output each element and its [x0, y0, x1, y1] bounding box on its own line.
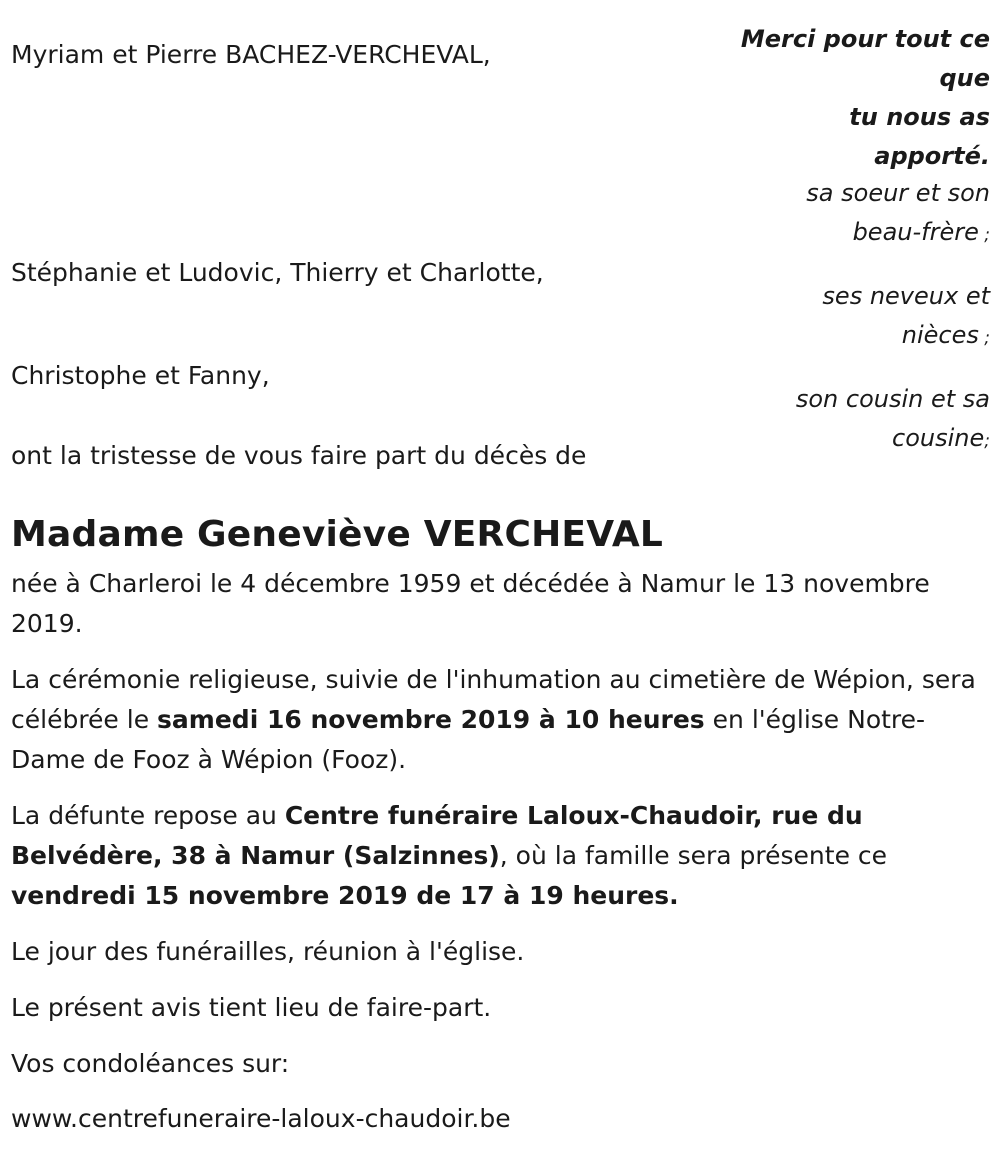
relation-line: sa soeur et son	[806, 179, 990, 207]
birth-death-dates: née à Charleroi le 4 décembre 1959 et décédée à Namur le 13 novembre 2019.	[11, 569, 930, 638]
relation-line: cousine;	[892, 424, 990, 452]
relation-sister-brother-in-law	[806, 174, 990, 255]
ceremony-paragraph: La cérémonie religieuse, suivie de l'inhumation au cimetière de Wépion, sera célébrée le samedi 16 novembre 2019 à 10 heures en l'église Notre-Dame de Fooz à Wépion (Fooz).	[11, 665, 976, 774]
relation-line: beau-frère ;	[852, 218, 990, 246]
condolences-label: Vos condoléances sur:	[11, 1049, 290, 1078]
visitation-datetime: vendredi 15 novembre 2019 de 17 à 19 heures.	[11, 881, 679, 910]
quote-line: apporté.	[874, 142, 990, 170]
gathering-note: Le jour des funérailles, réunion à l'église.	[11, 937, 525, 966]
funeral-home-address: Centre funéraire Laloux-Chaudoir, rue du Belvédère, 38 à Namur (Salzinnes)	[11, 801, 863, 870]
family-line-nephews-nieces: Stéphanie et Ludovic, Thierry et Charlotte,	[11, 258, 544, 287]
ceremony-datetime: samedi 16 novembre 2019 à 10 heures	[157, 705, 705, 734]
website-link[interactable]: www.centrefuneraire-laloux-chaudoir.be	[11, 1104, 511, 1133]
announcement-intro: ont la tristesse de vous faire part du décès de	[11, 441, 587, 470]
quote-line: Merci pour tout ce	[740, 25, 990, 53]
notice-note: Le présent avis tient lieu de faire-part.	[11, 993, 492, 1022]
condolences-website	[11, 1099, 996, 1139]
thanks-quote	[741, 20, 990, 176]
relation-line: nièces ;	[901, 321, 990, 349]
relation-line: son cousin et sa	[795, 385, 990, 413]
relation-nephews-nieces	[822, 277, 990, 358]
family-line-siblings: Myriam et Pierre BACHEZ-VERCHEVAL,	[11, 40, 491, 69]
quote-line: tu nous as	[849, 103, 990, 131]
family-line-cousins: Christophe et Fanny,	[11, 361, 270, 390]
relation-cousins	[796, 380, 990, 461]
quote-line: que	[939, 64, 990, 92]
deceased-name: Madame Geneviève VERCHEVAL	[11, 514, 664, 555]
resting-place-paragraph: La défunte repose au Centre funéraire Laloux-Chaudoir, rue du Belvédère, 38 à Namur (Salzinnes), où la famille sera présente ce vendredi 15 novembre 2019 de 17 à 19 heures.	[11, 801, 888, 910]
relation-line: ses neveux et	[822, 282, 990, 310]
